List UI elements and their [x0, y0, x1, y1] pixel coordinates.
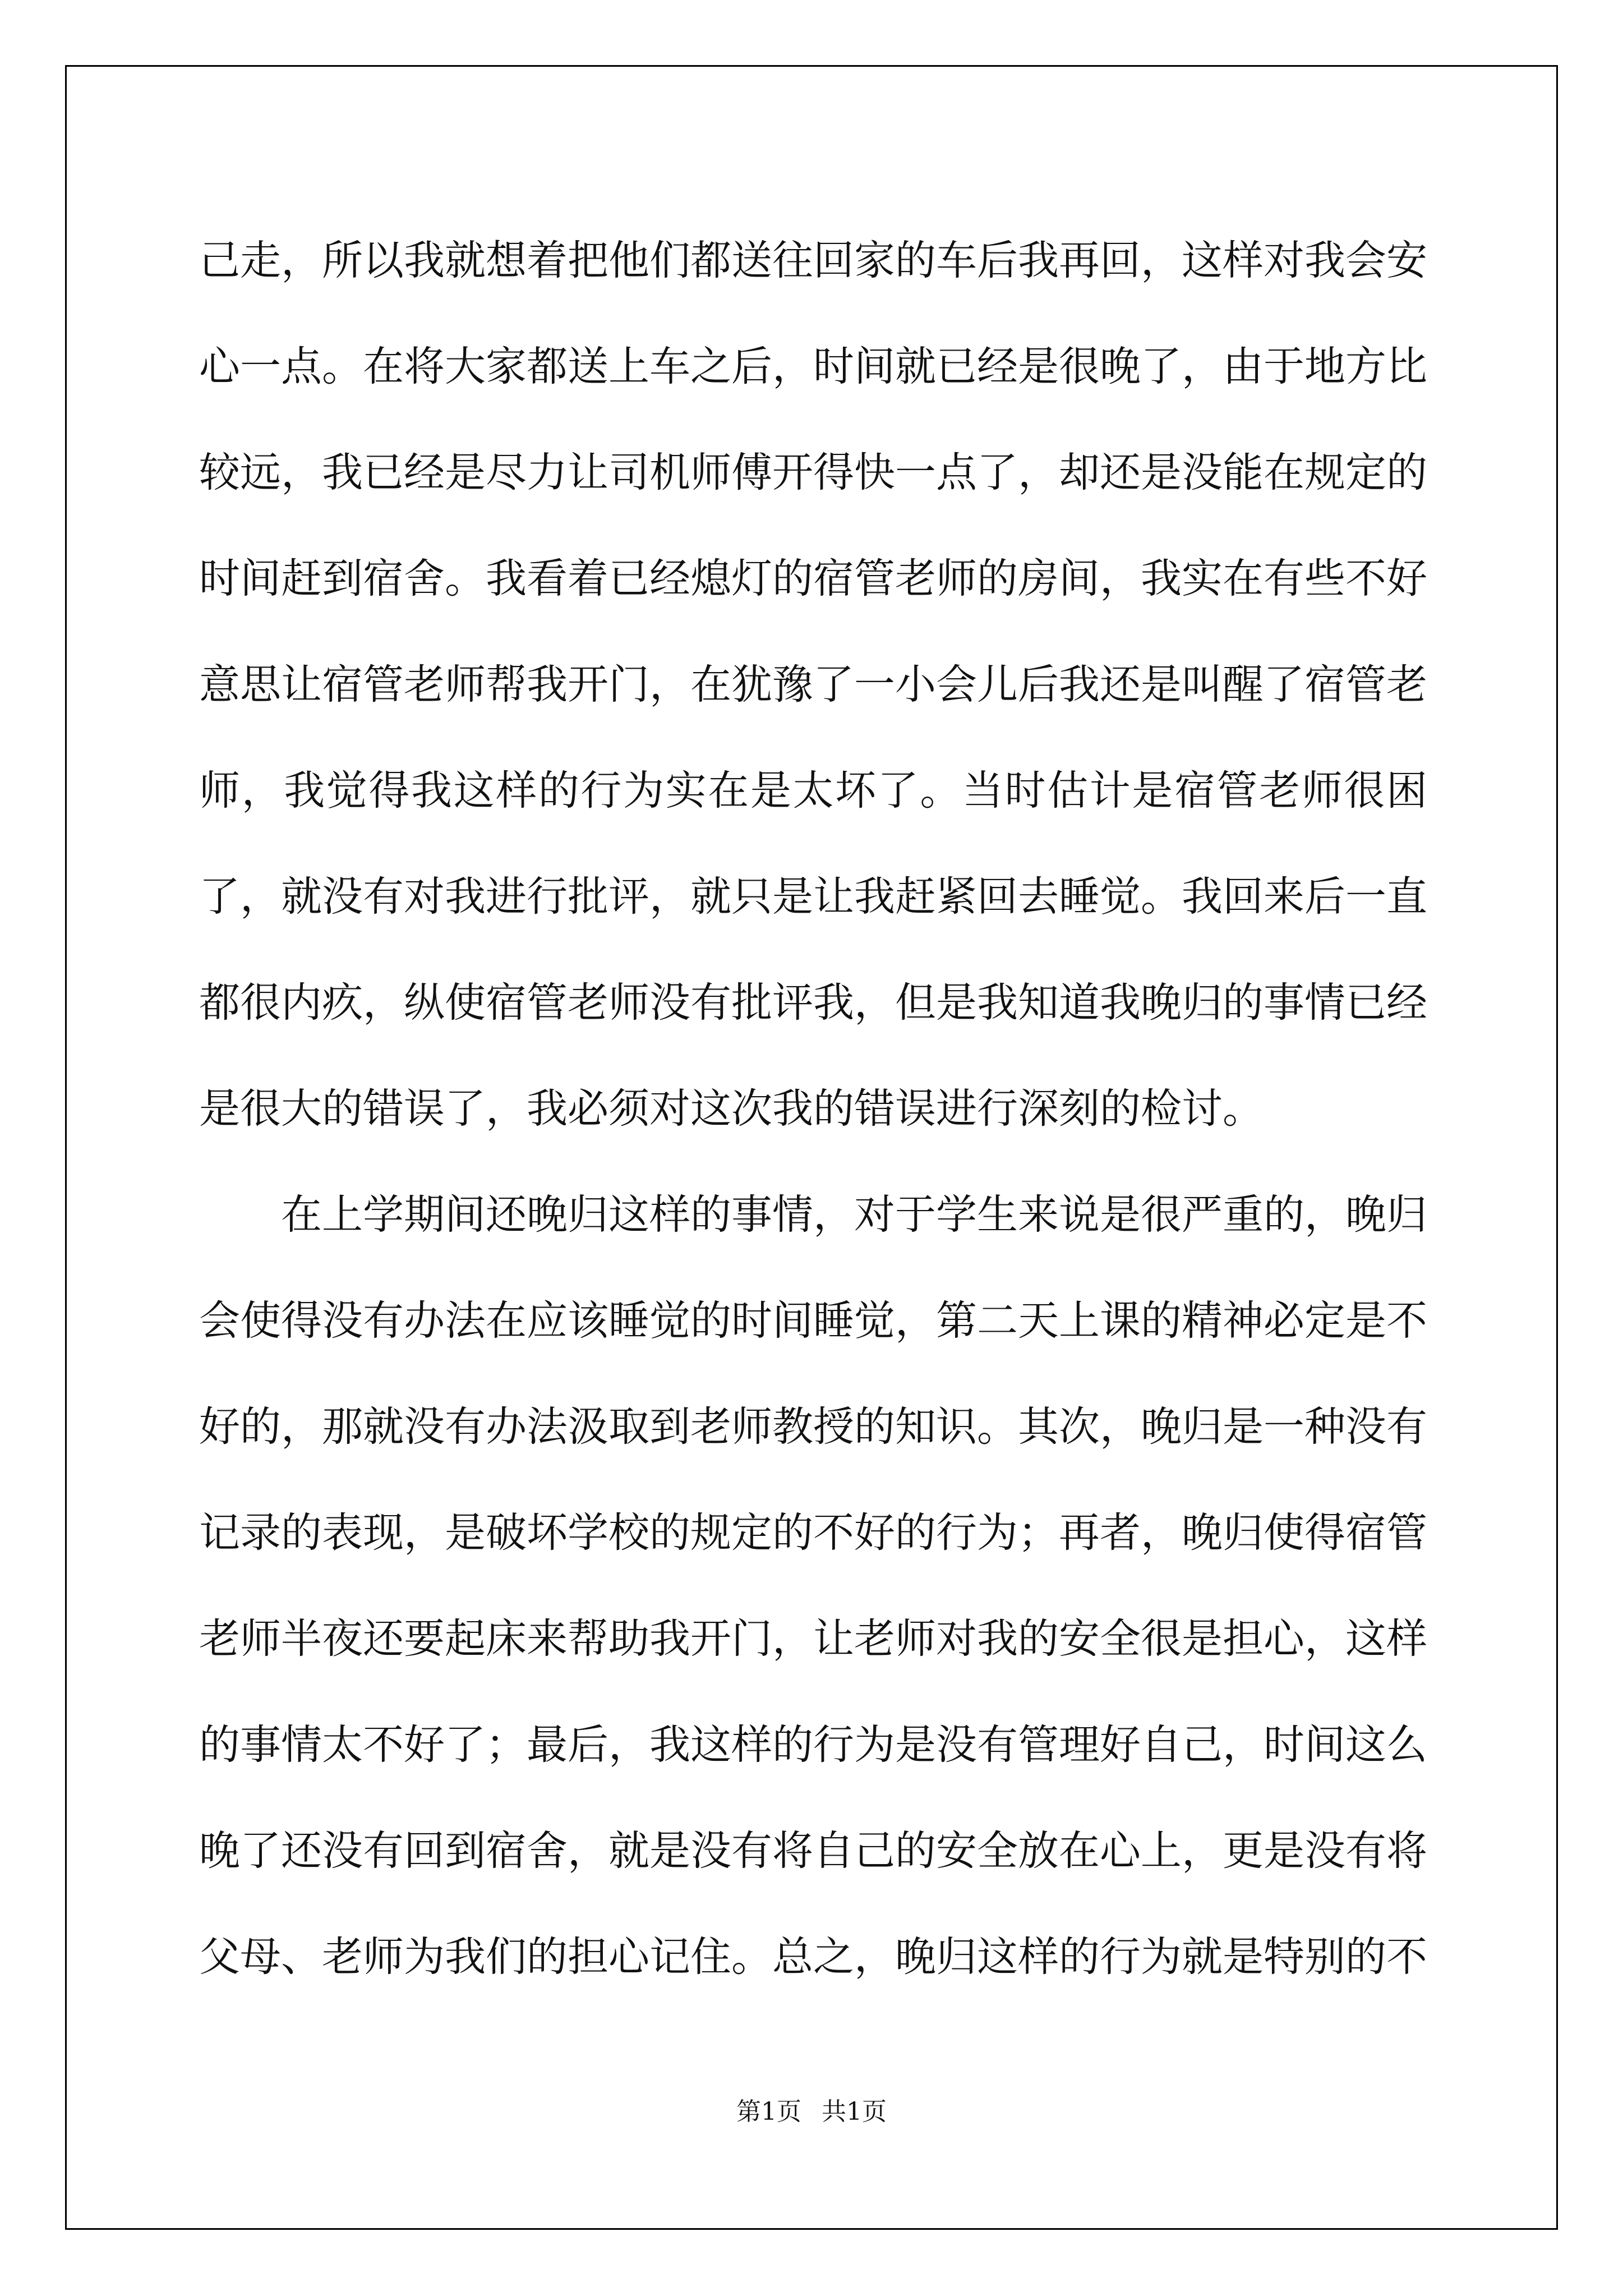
paragraph-2: 在上学期间还晚归这样的事情，对于学生来说是很严重的，晚归会使得没有办法在应该睡觉的时间睡觉，第二天上课的精神必定是不好的，那就没有办法汲取到老师教授的知识。其次，晚归是一种没有记录的表现，是破坏学校的规定的不好的行为；再者，晚归使得宿管老师半夜还要起床来帮助我开门，让老师对我的安全很是担心，这样的事情太不好了；最后，我这样的行为是没有管理好自己，时间这么晚了还没有回到宿舍，就是没有将自己的安全放在心上，更是没有将父母、老师为我们的担心记住。总之，晚归这样的行为就是特别的不: [199, 1191, 1427, 1981]
document-body: [199, 208, 1427, 2010]
page-total: 共1页: [822, 2097, 887, 2126]
page-number: 第1页: [736, 2097, 801, 2126]
paragraph-1: 己走，所以我就想着把他们都送往回家的车后我再回，这样对我会安心一点。在将大家都送上车之后，时间就已经是很晚了，由于地方比较远，我已经是尽力让司机师傅开得快一点了，却还是没能在规定的时间赶到宿舍。我看着已经熄灯的宿管老师的房间，我实在有些不好意思让宿管老师帮我开门，在犹豫了一小会儿后我还是叫醒了宿管老师，我觉得我这样的行为实在是太坏了。当时估计是宿管老师很困了，就没有对我进行批评，就只是让我赶紧回去睡觉。我回来后一直都很内疚，纵使宿管老师没有批评我，但是我知道我晚归的事情已经是很大的错误了，我必须对这次我的错误进行深刻的检讨。: [199, 237, 1427, 1133]
page-footer: [0, 2091, 1623, 2127]
